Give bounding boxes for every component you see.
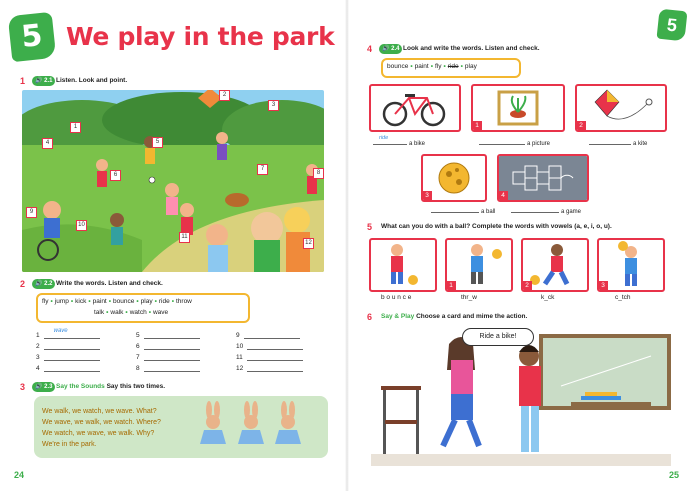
kid-card-catch: [597, 238, 665, 292]
kid-card-bounce: [369, 238, 437, 292]
chant-box: [34, 396, 328, 458]
audio-track-3[interactable]: 🔊 2.3: [32, 382, 55, 392]
hopscotch-icon: [499, 156, 587, 200]
chant-line: We watch, we wave, we walk. Why?: [42, 430, 155, 437]
answer-row[interactable]: 3: [36, 354, 100, 361]
answer-row[interactable]: 2: [36, 343, 100, 350]
vowel-word-throw[interactable]: thr_w: [461, 294, 477, 301]
kite-icon: [577, 86, 665, 130]
page-number-left: 24: [14, 470, 25, 480]
answer-row[interactable]: 11: [236, 354, 303, 361]
kid-card-kick: [521, 238, 589, 292]
boy-bouncing-ball-art: [371, 240, 435, 290]
exercise-2-instruction: Write the words. Listen and check.: [56, 280, 163, 287]
boy-kicking-ball-art: [523, 240, 587, 290]
answer-row[interactable]: 5: [136, 332, 200, 339]
classroom-mime-illustration: [371, 326, 671, 466]
word-box-line-1: fly • jump • kick • paint • bounce • play • ride • throw: [42, 298, 192, 305]
card-picture: [471, 84, 565, 132]
audio-track-4[interactable]: 🔊 2.4: [379, 44, 402, 54]
word-box-line-2: talk • walk • watch • wave: [94, 309, 169, 316]
exercise-3-instruction: Say the Sounds Say this two times.: [56, 383, 166, 390]
vowel-word-kick[interactable]: k_ck: [541, 294, 555, 301]
unit-badge: 5: [8, 12, 57, 62]
exercise-4-number: 4: [367, 44, 373, 54]
scene-tag-5: 5: [152, 137, 163, 148]
card-number: 4: [498, 191, 508, 201]
card-number: 1: [472, 121, 482, 131]
card-number: 3: [598, 281, 608, 291]
ball-icon: [423, 156, 485, 200]
card-number: 3: [422, 191, 432, 201]
audio-track-2[interactable]: 🔊 2.2: [32, 279, 55, 289]
scene-tag-7: 7: [257, 164, 268, 175]
exercise-2-number: 2: [20, 279, 26, 289]
bunny-dancers-art: [184, 396, 304, 454]
exercise-5-instruction: What can you do with a ball? Complete the words with vowels (a, e, i, o, u).: [381, 223, 612, 230]
vowel-word-catch[interactable]: c_tch: [615, 294, 631, 301]
scene-tag-10: 10: [76, 220, 87, 231]
kid-card-throw: [445, 238, 513, 292]
say-the-sounds-label: Say the Sounds: [56, 383, 105, 390]
scene-tag-2: 2: [219, 90, 230, 101]
bike-icon: [371, 86, 459, 130]
caption-bike[interactable]: ride a bike: [373, 139, 425, 147]
card-bike: [369, 84, 461, 132]
word-box-ex2: [36, 293, 250, 323]
caption-kite[interactable]: a kite: [589, 139, 647, 147]
card-number: 2: [522, 281, 532, 291]
caption-game[interactable]: a game: [511, 207, 581, 215]
exercise-5-number: 5: [367, 222, 373, 232]
scene-tag-12: 12: [303, 238, 314, 249]
scene-tag-8: 8: [313, 168, 324, 179]
chant-line: We wave, we walk, we watch. Where?: [42, 419, 161, 426]
boy-throwing-ball-art: [447, 240, 511, 290]
speech-bubble: Ride a bike!: [462, 328, 534, 346]
card-ball: [421, 154, 487, 202]
chant-line: We're in the park.: [42, 441, 97, 448]
answer-row[interactable]: 9: [236, 332, 300, 339]
vowel-word-bounce[interactable]: b o u n c e: [381, 294, 412, 301]
answer-row[interactable]: 12: [236, 365, 303, 372]
page-title: We play in the park: [66, 22, 335, 51]
scene-tag-6: 6: [110, 170, 121, 181]
chant-line: We walk, we watch, we wave. What?: [42, 408, 157, 415]
answer-row[interactable]: 6: [136, 343, 200, 350]
card-kite: [575, 84, 667, 132]
card-number: 1: [446, 281, 456, 291]
exercise-6-number: 6: [367, 312, 373, 322]
scene-tag-4: 4: [42, 138, 53, 149]
exercise-4-instruction: Look and write the words. Listen and check.: [403, 45, 540, 52]
answer-row[interactable]: 7: [136, 354, 200, 361]
say-and-play-label: Say & Play: [381, 313, 415, 320]
caption-ball[interactable]: a ball: [431, 207, 495, 215]
park-scene-illustration: [22, 90, 324, 272]
exercise-3-number: 3: [20, 382, 26, 392]
scene-tag-9: 9: [26, 207, 37, 218]
exercise-1-number: 1: [20, 76, 26, 86]
answer-row[interactable]: 10: [236, 343, 303, 350]
painting-icon: [473, 86, 563, 130]
word-box-ex4: bounce • paint • fly • ride • play: [381, 58, 521, 78]
unit-badge-right: 5: [657, 9, 688, 42]
scene-tag-11: 11: [179, 232, 190, 243]
right-page: [347, 0, 694, 491]
exercise-6-instruction: Say & Play Choose a card and mime the action.: [381, 313, 528, 320]
answer-row[interactable]: 8: [136, 365, 200, 372]
boy-catching-ball-art: [599, 240, 663, 290]
exercise-1-instruction: Listen. Look and point.: [56, 77, 128, 84]
answer-row[interactable]: 1 wave: [36, 332, 100, 339]
scene-tag-3: 3: [268, 100, 279, 111]
caption-picture[interactable]: a picture: [479, 139, 550, 147]
scene-tag-1: 1: [70, 122, 81, 133]
park-scene-art: [22, 90, 324, 272]
page-number-right: 25: [669, 470, 680, 480]
audio-track-1[interactable]: 🔊 2.1: [32, 76, 55, 86]
card-game: [497, 154, 589, 202]
card-number: 2: [576, 121, 586, 131]
answer-row[interactable]: 4: [36, 365, 100, 372]
